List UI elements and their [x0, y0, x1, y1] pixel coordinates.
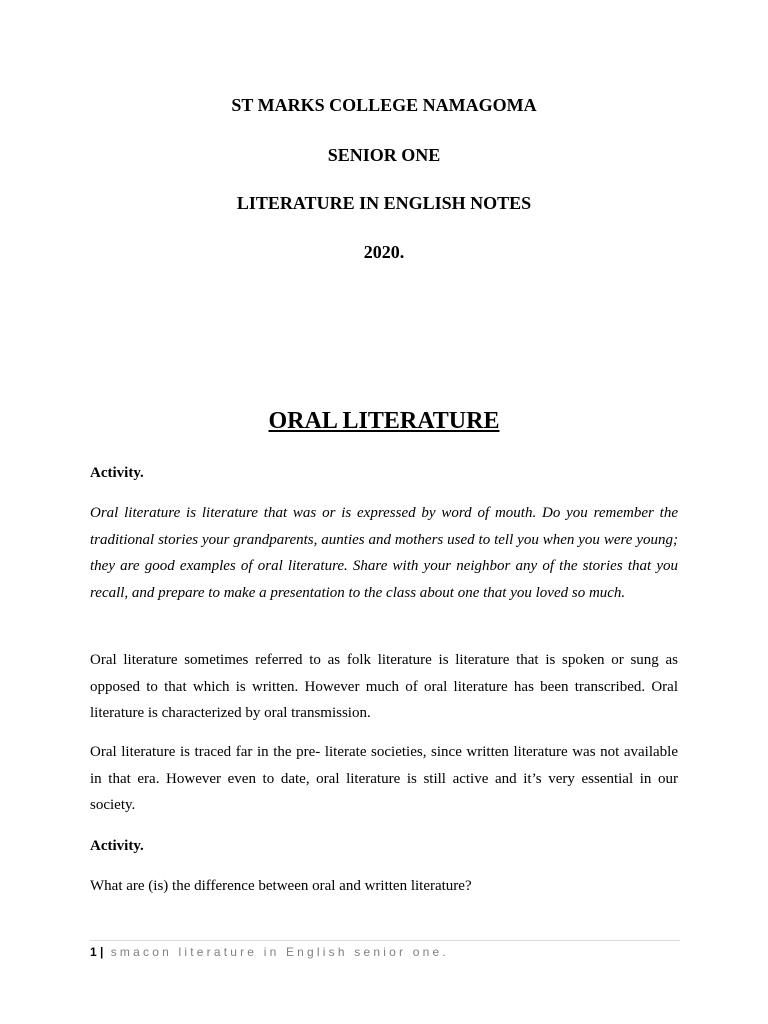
paragraph: Oral literature sometimes referred to as folk literature is literature that is spoken or sung as opposed to that which is written. However much of oral literature has been transcribed. Oral literature is characterized by oral transmission. — [90, 652, 678, 721]
school-name: ST MARKS COLLEGE NAMAGOMA — [231, 95, 537, 115]
paragraph: Oral literature is traced far in the pre- literate societies, since written literature was not available in that era. However even to date, oral literature is still active and it’s very essential in our society. — [90, 744, 678, 813]
footer-divider — [90, 940, 680, 941]
activity-text: Oral literature is literature that was or is expressed by word of mouth. Do you remember the traditional stories your grandparents, aunties and mothers used to tell you when you were young; they are good examples of oral literature. Share with your neighbor any of the stories that you recall, and prepare to make a presentation to the class about one that you loved so much. — [90, 505, 678, 601]
year: 2020. — [363, 242, 405, 262]
footer-separator: | — [100, 945, 104, 959]
footer-text: smacon literature in English senior one. — [110, 945, 449, 959]
section-heading: ORAL LITERATURE — [268, 408, 500, 434]
page-footer — [90, 944, 449, 960]
activity-label: Activity. — [90, 838, 144, 854]
activity-question: What are (is) the difference between oral and written literature? — [90, 878, 472, 894]
activity-label: Activity. — [90, 465, 144, 481]
page-number: 1 — [90, 945, 97, 959]
class-level: SENIOR ONE — [327, 145, 441, 165]
subject-title: LITERATURE IN ENGLISH NOTES — [236, 193, 532, 213]
